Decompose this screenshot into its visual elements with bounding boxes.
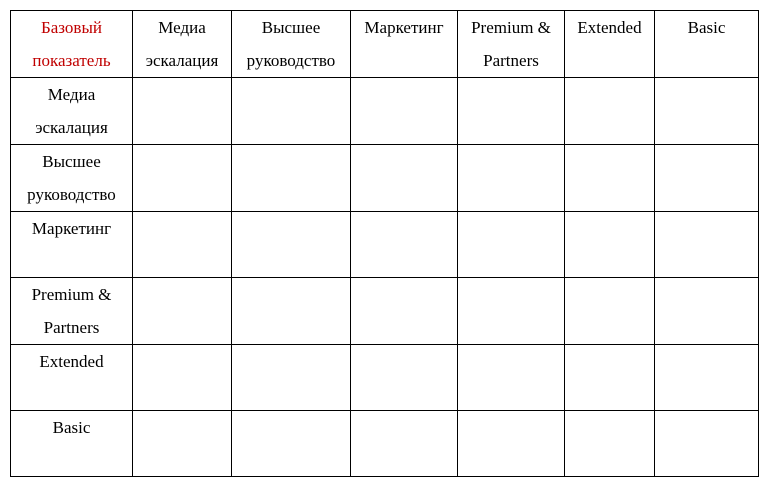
table-row <box>11 345 759 411</box>
table-row <box>11 145 759 212</box>
table-cell <box>232 345 351 411</box>
column-header-cell <box>565 11 655 78</box>
table-cell <box>565 278 655 345</box>
column-header-cell <box>133 11 232 78</box>
table-cell <box>133 345 232 411</box>
table-cell <box>351 345 458 411</box>
table-cell <box>565 212 655 278</box>
table-cell <box>458 345 565 411</box>
table-row <box>11 212 759 278</box>
table-cell <box>458 411 565 477</box>
table-cell <box>133 212 232 278</box>
table-cell <box>655 278 759 345</box>
row-header-label: Маркетинг <box>31 219 112 238</box>
row-header-cell <box>11 212 133 278</box>
row-header-cell <box>11 278 133 345</box>
table-cell <box>655 411 759 477</box>
column-header-cell <box>655 11 759 78</box>
row-header-cell <box>11 78 133 145</box>
table-cell <box>133 278 232 345</box>
table-cell <box>565 411 655 477</box>
table-cell <box>655 78 759 145</box>
comparison-matrix-table <box>10 10 759 477</box>
row-header-cell <box>11 145 133 212</box>
table-cell <box>565 345 655 411</box>
table-cell <box>133 145 232 212</box>
table-cell <box>655 145 759 212</box>
row-header-cell <box>11 345 133 411</box>
row-header-label: Basic <box>52 418 91 437</box>
table-cell <box>565 145 655 212</box>
column-header-cell <box>351 11 458 78</box>
row-header-label: Premium & Partners <box>31 285 112 337</box>
header-row <box>11 11 759 78</box>
column-header-cell <box>458 11 565 78</box>
column-header-label: Высшее руководство <box>246 18 336 70</box>
table-cell <box>458 78 565 145</box>
table-cell <box>565 78 655 145</box>
table-cell <box>351 411 458 477</box>
table-cell <box>351 78 458 145</box>
table-cell <box>133 411 232 477</box>
table-cell <box>655 212 759 278</box>
column-header-label: Extended <box>577 18 642 37</box>
table-cell <box>232 78 351 145</box>
table-row <box>11 278 759 345</box>
table-cell <box>458 212 565 278</box>
table-cell <box>458 278 565 345</box>
corner-header-cell <box>11 11 133 78</box>
table-cell <box>232 212 351 278</box>
row-header-cell <box>11 411 133 477</box>
table-row <box>11 78 759 145</box>
corner-header-label: Базовый показатель <box>32 18 111 70</box>
row-header-label: Высшее руководство <box>27 152 116 204</box>
table-row <box>11 411 759 477</box>
table-cell <box>232 411 351 477</box>
column-header-label: Медиа эскалация <box>145 18 219 70</box>
table-cell <box>133 78 232 145</box>
row-header-label: Медиа эскалация <box>35 85 108 137</box>
column-header-label: Premium & Partners <box>471 18 551 70</box>
column-header-label: Basic <box>687 18 726 37</box>
column-header-cell <box>232 11 351 78</box>
column-header-label: Маркетинг <box>364 18 444 37</box>
table-cell <box>351 212 458 278</box>
table-cell <box>232 278 351 345</box>
table-cell <box>351 278 458 345</box>
table-cell <box>351 145 458 212</box>
table-cell <box>655 345 759 411</box>
row-header-label: Extended <box>39 352 104 371</box>
table-cell <box>232 145 351 212</box>
table-cell <box>458 145 565 212</box>
